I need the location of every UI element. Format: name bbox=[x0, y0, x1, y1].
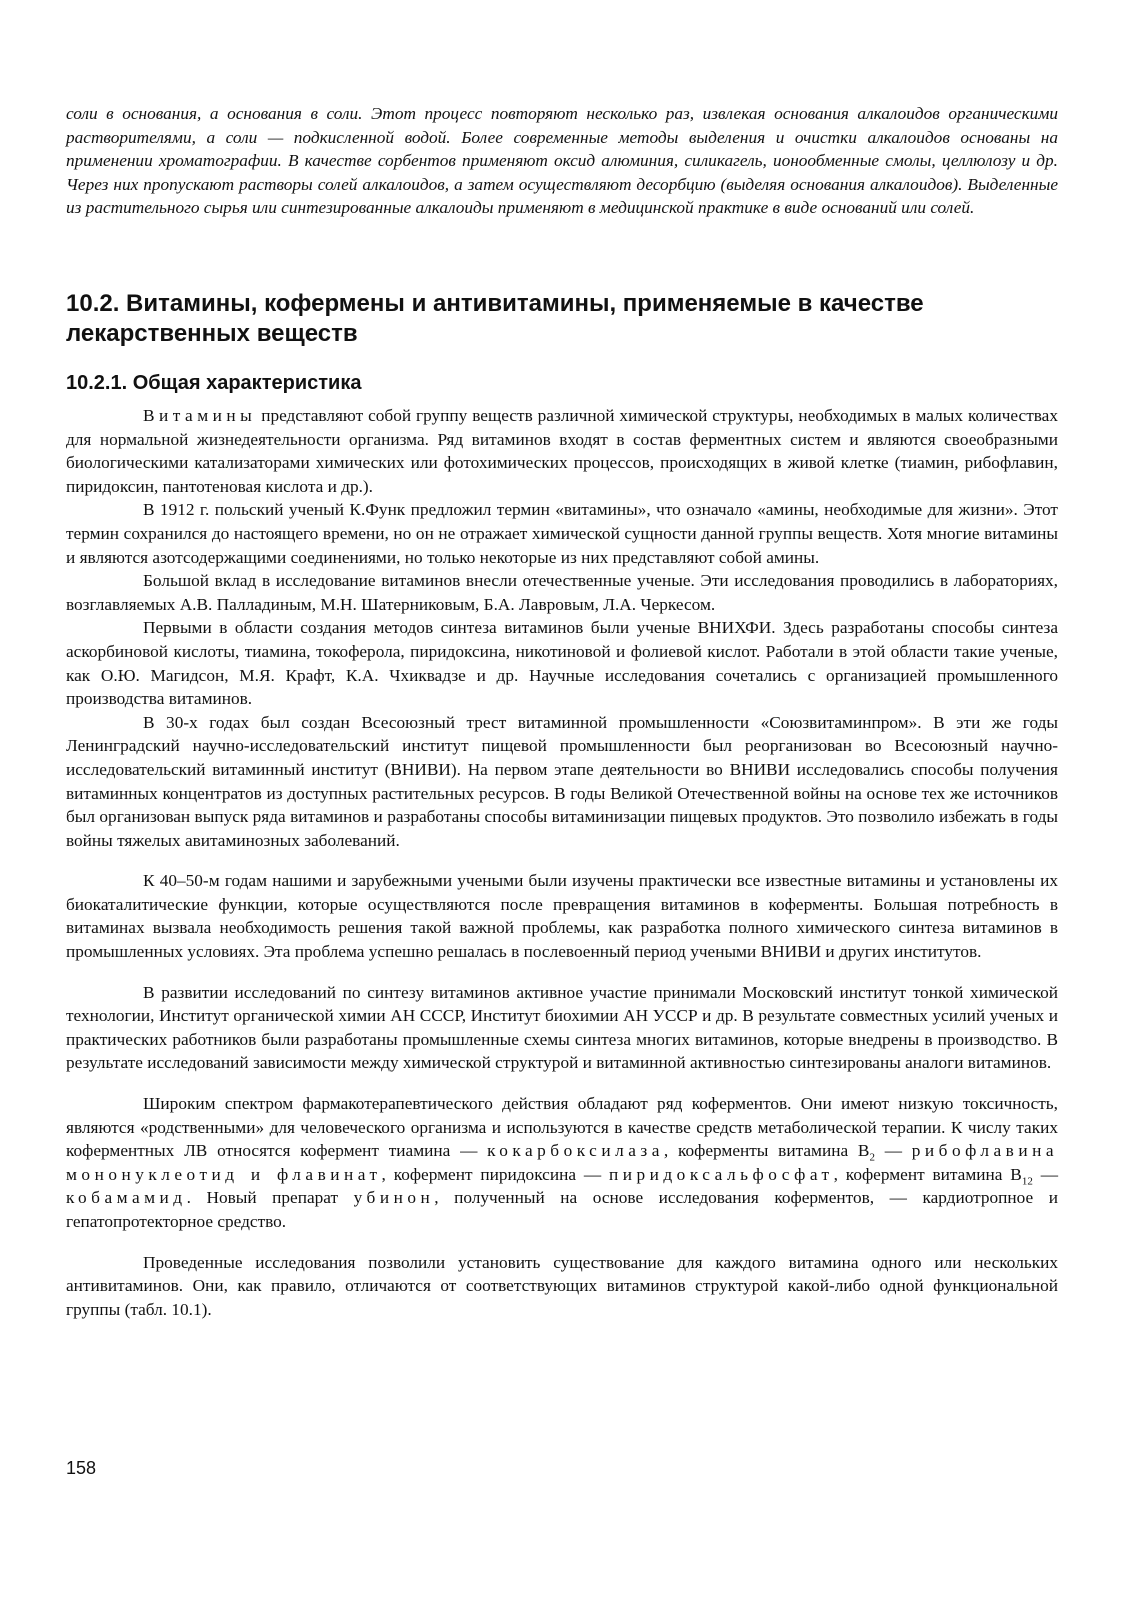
term-vitamins: Витамины bbox=[143, 406, 257, 425]
paragraph-vitamins-definition: Витамины представляют собой группу веществ различной химической структуры, необходимых в малых количествах для нормальной жизнедеятельности организма. Ряд витаминов входят в состав ферментных систем и являются своеобразными биологическими катализаторами химических или фотохимических процессов, происходящих в живой клетке (тиамин, рибофлавин, пиридоксин, пантотеновая кислота и др.). bbox=[66, 406, 1058, 496]
section-heading: 10.2. Витамины, кофермены и антивитамины, применяемые в качестве лекарственных веществ bbox=[66, 290, 924, 347]
paragraph-institutes: В развитии исследований по синтезу витаминов активное участие принимали Московский институт тонкой химической технологии, Институт органической химии АН СССР, Институт биохимии АН УССР и др. В результате совместных усилий ученых и практических работников были разработаны промышленные схемы синтеза многих витаминов, которые внедрены в производство. В результате исследований зависимости между химической структурой и витаминной активностью синтезированы аналоги витаминов. bbox=[66, 982, 1058, 1073]
body-text bbox=[66, 404, 1058, 1321]
paragraph-biocatalytic: К 40–50-м годам нашими и зарубежными учеными были изучены практически все известные витамины и установлены их биокаталитические функции, которые осуществляются после превращения витаминов в коферменты. Большая потребность в витаминах вызвала необходимость решения такой важной проблемы, как разработка полного химического синтеза витаминов в промышленных условиях. Эта проблема успешно решалась в послевоенный период учеными ВНИВИ и других институтов. bbox=[66, 871, 1058, 962]
paragraph-domestic-scientists: Большой вклад в исследование витаминов внесли отечественные ученые. Эти исследования проводились в лабораториях, возглавляемых А.В. Палладиным, М.Н. Шатерниковым, Б.А. Лавровым, Л.А. Черкесом. bbox=[66, 571, 1058, 614]
paragraph-funk-term: В 1912 г. польский ученый К.Функ предложил термин «витамины», что означало «амины, необходимые для жизни». Этот термин сохранился до настоящего времени, но он не отражает химической сущности данной группы веществ. Хотя многие витамины и являются азотсодержащими соединениями, но только некоторые из них представляют собой амины. bbox=[66, 500, 1058, 567]
paragraph-vnikhfi: Первыми в области создания методов синтеза витаминов были ученые ВНИХФИ. Здесь разработаны способы синтеза аскорбиновой кислоты, тиамина, токоферола, пиридоксина, никотиновой и фолиевой кислот. Работали в этой области такие ученые, как О.Ю. Магидсон, М.Я. Крафт, К.А. Чхиквадзе и др. Научные исследования сочетались с организацией промышленного производства витаминов. bbox=[66, 618, 1058, 709]
term-pyridoxalphosphate: пиридоксальфосфат bbox=[609, 1164, 834, 1184]
intro-paragraph: соли в основания, а основания в соли. Этот процесс повторяют несколько раз, извлекая основания алкалоидов органическими растворителями, а соли — подкисленной водой. Более современные методы выделения и очистки алкалоидов основаны на применении хроматографии. В качестве сорбентов применяют оксид алюминия, силикагель, ионообменные смолы, целлюлозу и др. Через них пропускают растворы солей алкалоидов, а затем осуществляют десорбцию (выделяя основания алкалоидов). Выделенные из растительного сырья или синтезированные алкалоиды применяют в медицинской практике в виде оснований или солей. bbox=[66, 104, 1058, 218]
subsection-heading: 10.2.1. Общая характеристика bbox=[66, 372, 362, 394]
page-number: 158 bbox=[66, 1458, 97, 1478]
intro-text bbox=[66, 102, 1058, 220]
paragraph-coenzymes: Широким спектром фармакотерапевтического действия обладают ряд коферментов. Они имеют низкую токсичность, являются «родственными» для человеческого организма и используются в качестве средств метаболической терапии. К числу таких коферментных ЛВ относятся кофермент тиамина — кокарбоксилаза, коферменты витамина $B_2$ — рибофлавина мононуклеотид и флавинат, кофермент пиридоксина — пиридоксальфосфат, кофермент витамина $B_{12}$ — кобамамид. Новый препарат убинон, полученный на основе исследования коферментов, — кардиотропное и гепатопротекторное средство. bbox=[66, 1094, 1058, 1231]
term-riboflavin: рибофлавина мононуклеотид и флавинат bbox=[66, 1141, 1058, 1184]
term-cobamamide: кобамамид bbox=[66, 1188, 187, 1208]
term-ubinone: убинон bbox=[353, 1188, 435, 1208]
term-cocarboxylase: кокарбоксилаза bbox=[487, 1141, 664, 1161]
paragraph-antivitamins: Проведенные исследования позволили установить существование для каждого витамина одного или нескольких антивитаминов. Они, как правило, отличаются от соответствующих витаминов структурой какой-либо одной функциональной группы (табл. 10.1). bbox=[66, 1252, 1058, 1319]
paragraph-soyuzvitaminprom: В 30-х годах был создан Всесоюзный трест витаминной промышленности «Союзвитаминпром». В эти же годы Ленинградский научно-исследовательский институт пищевой промышленности был реорганизован во Всесоюзный научно-исследовательский витаминный институт (ВНИВИ). На первом этапе деятельности во ВНИВИ исследовались способы получения витаминных концентратов из доступных растительных ресурсов. В годы Великой Отечественной войны на основе тех же источников был организован выпуск ряда витаминов и разработаны способы витаминизации пищевых продуктов. Это позволило избежать в годы войны тяжелых авитаминозных заболеваний. bbox=[66, 712, 1058, 850]
